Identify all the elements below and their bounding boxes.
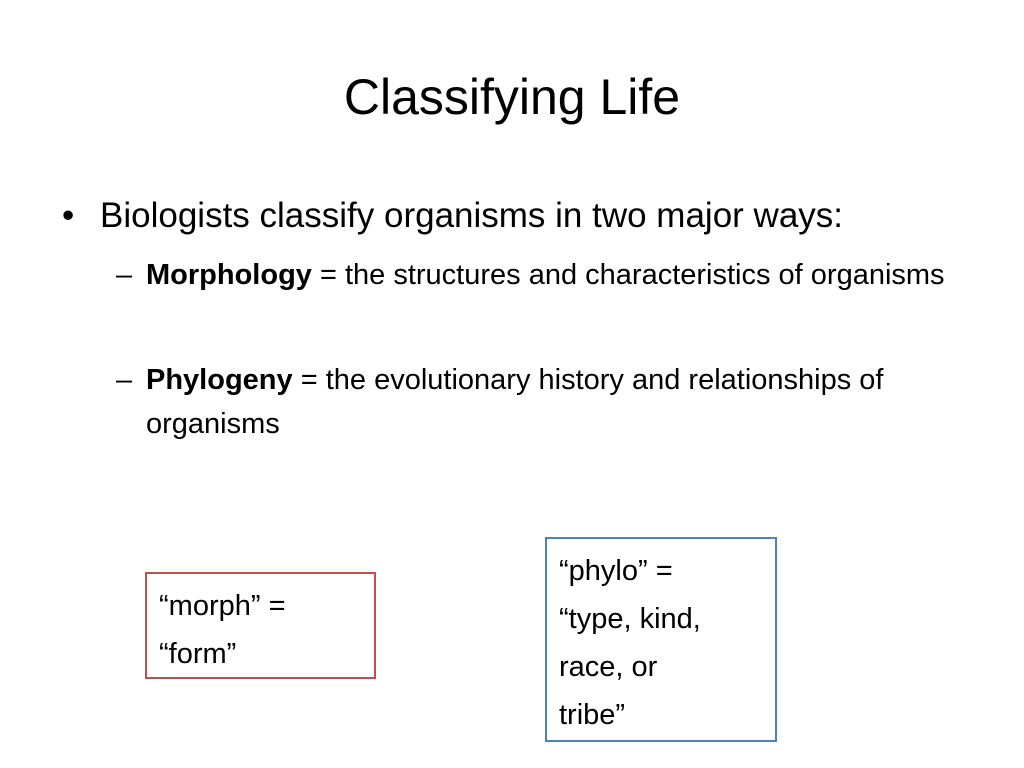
definition-phylogeny: = the evolutionary history and relationships of organisms [146,364,884,440]
sub-bullet-body [146,358,976,446]
morph-box-line: “form” [159,638,237,670]
bullet-marker: • [62,196,75,235]
morph-definition-box [145,572,376,679]
phylo-box-line: “type, kind, [559,603,701,635]
phylo-box-line: race, or [559,651,658,683]
definition-morphology: = the structures and characteristics of organisms [311,259,945,291]
phylo-box-line: tribe” [559,699,626,731]
phylo-definition-box [545,537,777,742]
sub-bullet-marker: – [116,364,133,396]
sub-bullet-body [146,253,976,297]
term-morphology: Morphology [146,259,312,291]
morph-box-line: “morph” = [159,590,286,622]
term-phylogeny: Phylogeny [146,364,293,396]
phylo-box-line: “phylo” = [559,555,673,587]
sub-bullet-marker: – [116,259,133,291]
slide-title: Classifying Life [343,69,681,125]
main-bullet-text: Biologists classify organisms in two major ways: [100,196,844,235]
